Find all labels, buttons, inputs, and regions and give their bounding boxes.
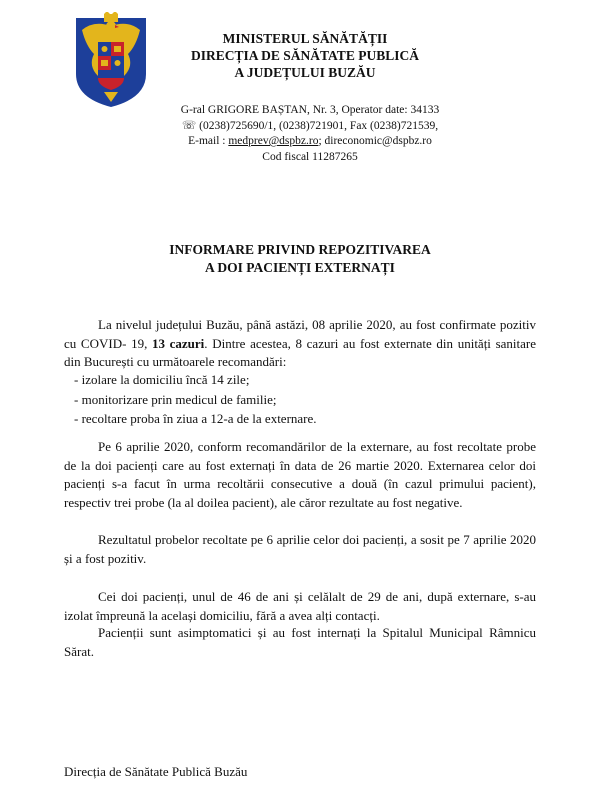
list-item: - recoltare proba în ziua a 12-a de la externare. — [74, 411, 317, 426]
paragraph-result: Rezultatul probelor recoltate pe 6 aprilie celor doi pacienți, a sosit pe 7 aprilie 2020 și a fost pozitiv. — [64, 532, 536, 566]
paragraph-patients: Cei doi pacienți, unul de 46 de ani și celălalt de 29 de ani, după externare, s-au izolat împreună la același domiciliu, fără a avea alți contacți. — [64, 589, 536, 623]
title-line-2: A DOI PACIENȚI EXTERNAȚI — [205, 260, 395, 275]
email-label: E-mail : — [188, 135, 226, 147]
email-link-direconomic[interactable]: direconomic@dspbz.ro — [324, 135, 432, 147]
paragraph-cases — [64, 316, 536, 372]
paragraph-hospital: Pacienții sunt asimptomatici și au fost internați la Spitalul Municipal Râmnicu Sărat. — [64, 625, 536, 659]
title-line-1: INFORMARE PRIVIND REPOZITIVAREA — [169, 242, 431, 257]
fiscal-code-line: Cod fiscal 11287265 — [262, 150, 358, 163]
email-line — [160, 134, 460, 150]
phone-line: ☏ (0238)725690/1, (0238)721901, Fax (0238)721539, — [181, 119, 439, 132]
list-item: - monitorizare prin medicul de familie; — [74, 391, 277, 407]
email-link-medprev[interactable]: medprev@dspbz.ro — [228, 135, 319, 147]
romanian-coat-of-arms-icon — [74, 12, 148, 108]
paragraph-samples: Pe 6 aprilie 2020, conform recomandărilor de la externare, au fost recoltate probe de la doi pacienți care au fost externați în data de 26 martie 2020. Externarea celor doi pacienți s-a facut în urma recoltării consecutive a două (în cazul primului pacient), respectiv trei probe (la al doilea pacient), ale căror rezultate au fost negative. — [64, 439, 536, 510]
document-title — [80, 241, 520, 277]
list-item: - izolare la domiciliu încă 14 zile; — [74, 372, 250, 387]
org-line-ministry: MINISTERUL SĂNĂTĂȚII — [222, 31, 388, 46]
email-separator: ; — [318, 135, 322, 147]
footer-signature: Direcția de Sănătate Publică Buzău — [64, 764, 248, 779]
contact-block — [160, 103, 460, 165]
organization-header — [180, 30, 430, 81]
recommendations-list — [74, 370, 534, 429]
address-line: G-ral GRIGORE BAȘTAN, Nr. 3, Operator date: 34133 — [180, 104, 440, 116]
paragraph-cases-text-a: La nivelul județului Buzău, până astăzi, 08 aprilie 2020, au fost confirmate pozitiv cu COVID- 19, — [64, 317, 536, 351]
paragraph-cases-text-b: . Dintre acestea, 8 cazuri au fost externate din unități sanitare din București cu următoarele recomandări: — [64, 335, 536, 369]
org-line-directorate: DIRECȚIA DE SĂNĂTATE PUBLICĂ — [191, 48, 419, 63]
org-line-county: A JUDEȚULUI BUZĂU — [234, 65, 376, 80]
cases-count-bold: 13 cazuri — [151, 335, 205, 351]
